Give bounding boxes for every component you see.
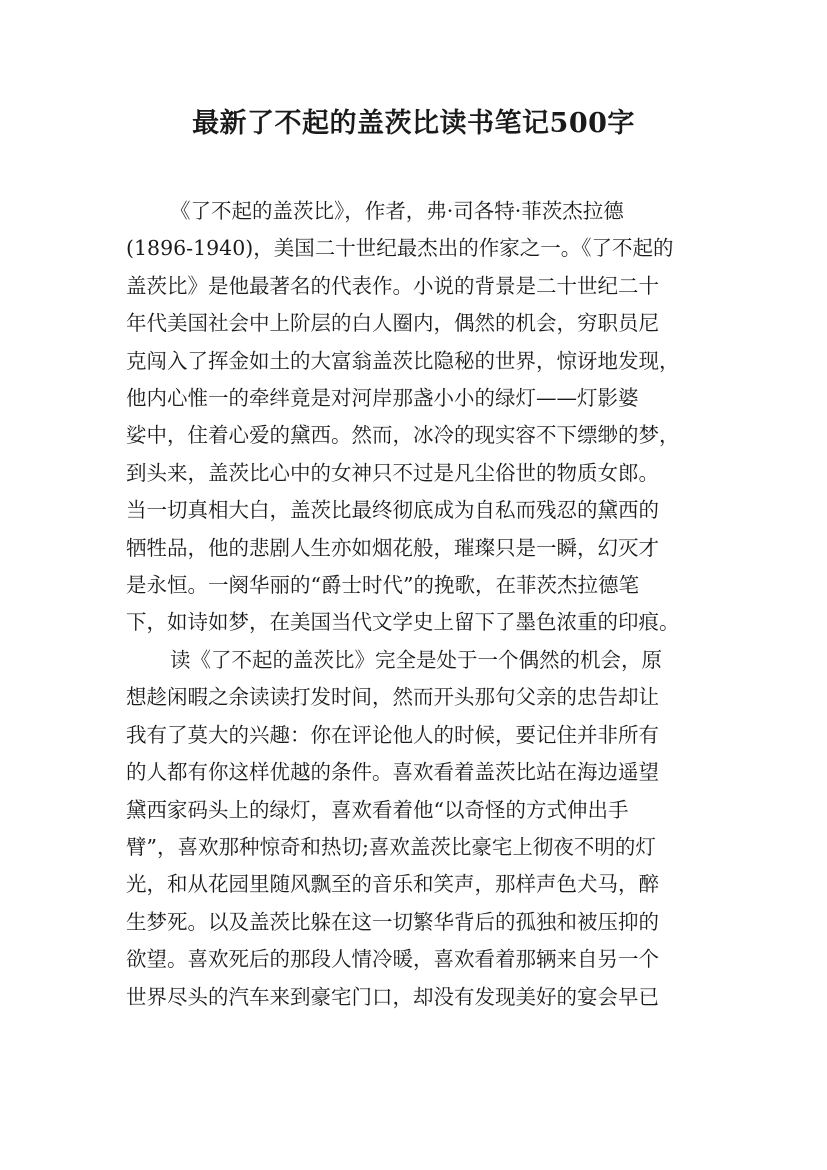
text-line: 克闯入了挥金如土的大富翁盖茨比隐秘的世界，惊讶地发现， xyxy=(126,348,680,373)
text-line: 到头来，盖茨比心中的女神只不过是凡尘俗世的物质女郎。 xyxy=(126,460,659,485)
text-line: 光，和从花园里随风飘至的音乐和笑声，那样声色犬马，醉 xyxy=(126,872,659,897)
text-line: 世界尽头的汽车来到豪宅门口，却没有发现美好的宴会早已 xyxy=(126,984,659,1009)
document-body xyxy=(126,193,716,1016)
text-line: 他内心惟一的牵绊竟是对河岸那盏小小的绿灯——灯影婆 xyxy=(126,386,639,411)
text-line: 生梦死。以及盖茨比躲在这一切繁华背后的孤独和被压抑的 xyxy=(126,909,659,934)
text-line: 我有了莫大的兴趣：你在评论他人的时候，要记住并非所有 xyxy=(126,722,659,747)
text-line: 年代美国社会中上阶层的白人圈内，偶然的机会，穷职员尼 xyxy=(126,311,659,336)
text-line: (1896-1940)，美国二十世纪最杰出的作家之一。《了不起的 xyxy=(126,236,674,261)
text-line: 下，如诗如梦，在美国当代文学史上留下了墨色浓重的印痕。 xyxy=(126,610,680,635)
text-line: 是永恒。一阕华丽的“爵士时代”的挽歌，在菲茨杰拉德笔 xyxy=(126,573,639,598)
text-line: 黛西家码头上的绿灯，喜欢看着他“以奇怪的方式伸出手 xyxy=(126,797,629,822)
paragraph-2 xyxy=(126,642,716,1016)
text-line: 想趁闲暇之余读读打发时间，然而开头那句父亲的忠告却让 xyxy=(126,685,659,710)
text-line: 娑中，住着心爱的黛西。然而，冰冷的现实容不下缥缈的梦， xyxy=(126,423,680,448)
text-line: 臂”，喜欢那种惊奇和热切;喜欢盖茨比豪宅上彻夜不明的灯 xyxy=(126,834,656,859)
text-line: 当一切真相大白，盖茨比最终彻底成为自私而残忍的黛西的 xyxy=(126,498,659,523)
text-line: 欲望。喜欢死后的那段人情冷暖，喜欢看着那辆来自另一个 xyxy=(126,947,659,972)
text-line: 读《了不起的盖茨比》完全是处于一个偶然的机会，原 xyxy=(170,647,662,672)
paragraph-1 xyxy=(126,193,716,642)
text-line: 牺牲品，他的悲剧人生亦如烟花般，璀璨只是一瞬，幻灭才 xyxy=(126,535,659,560)
text-line: 盖茨比》是他最著名的代表作。小说的背景是二十世纪二十 xyxy=(126,273,659,298)
text-line: 《了不起的盖茨比》，作者，弗·司各特·菲茨杰拉德 xyxy=(170,199,624,223)
document-title: 最新了不起的盖茨比读书笔记500字 xyxy=(192,108,635,139)
text-line: 的人都有你这样优越的条件。喜欢看着盖茨比站在海边遥望 xyxy=(126,760,659,785)
